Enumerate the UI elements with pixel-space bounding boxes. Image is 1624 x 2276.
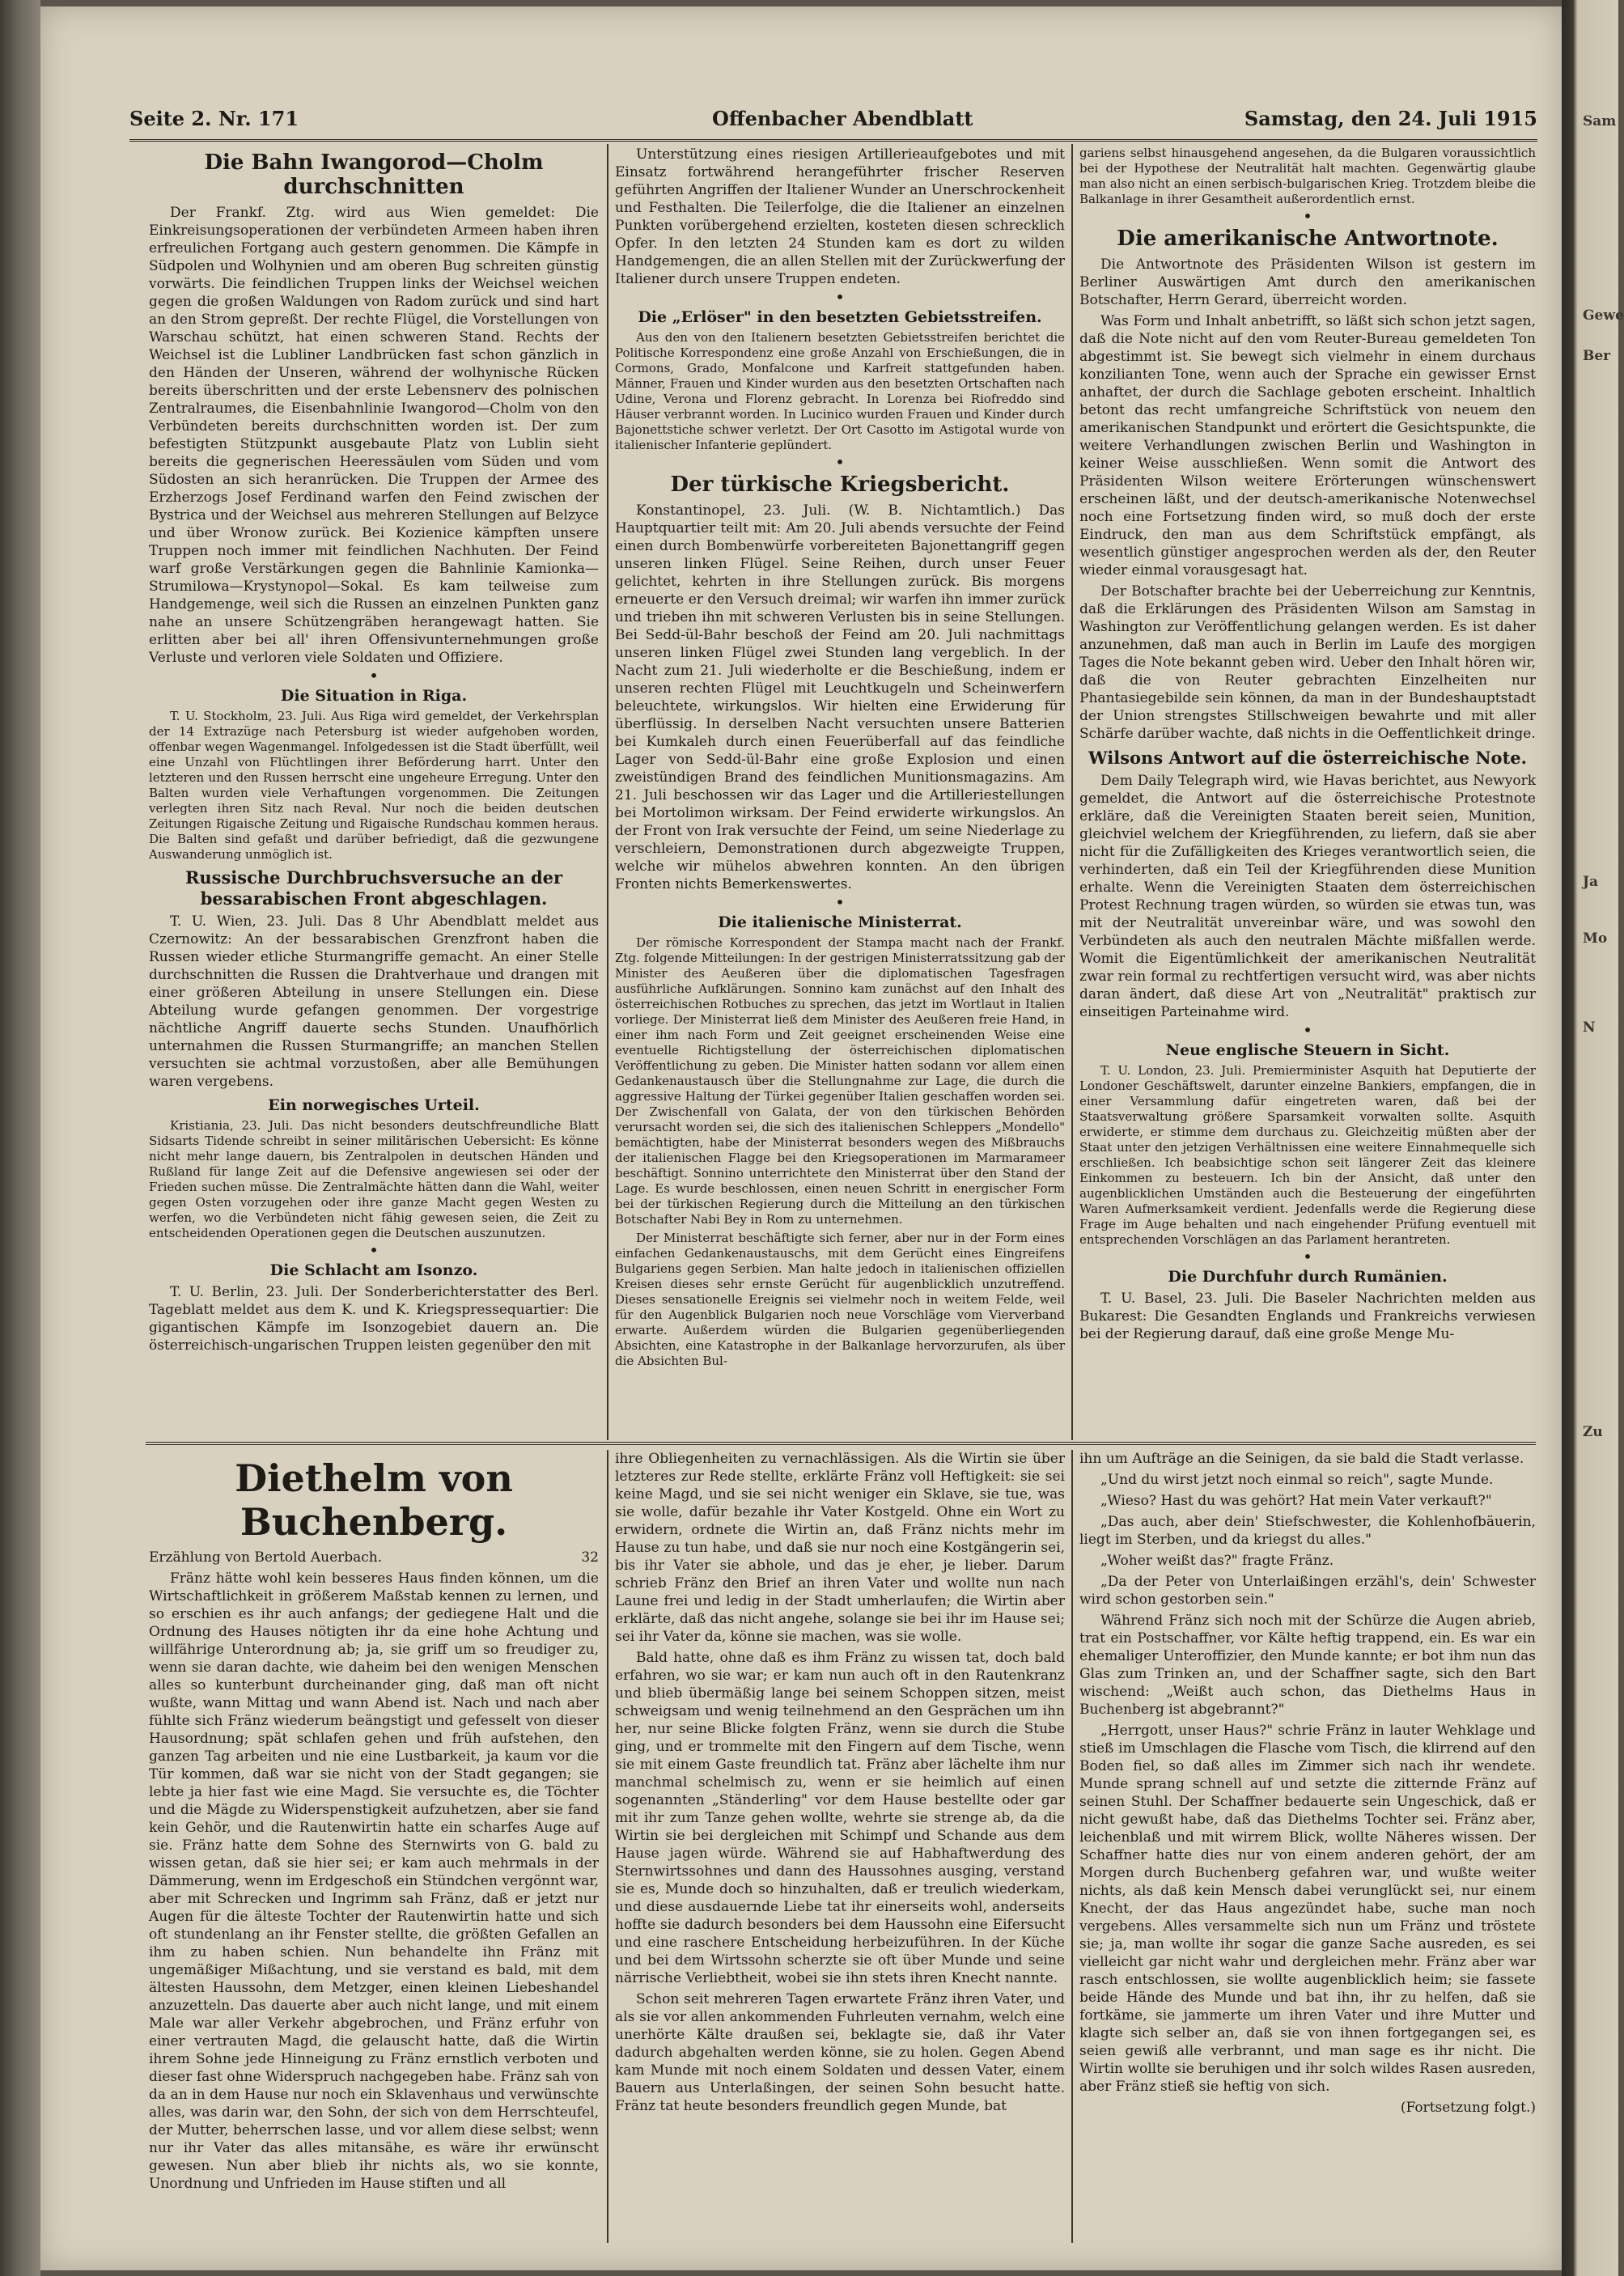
column-1 <box>149 146 599 1439</box>
headline-riga: Die Situation in Riga. <box>280 687 468 705</box>
story-text: Bald hatte, ohne daß es ihm Fränz zu wissen tat, doch bald erfahren, wo sie war; er kam nun auch oft in den Rautenkranz und blieb übermäßig lange bei seinem Schoppen sitzen, meist schweigsam und wenig teilnehmend an den Gesprächen um ihn her, nur seine Blicke folgten Fränz, wenn sie durch die Stube ging, und er trommelte mit den Fingern auf dem Tische, wenn sie mit einem Gaste freundlich tat. Fränz aber lächelte ihm nur manchmal schelmisch zu, wenn er sie heimlich auf einen sogenannten „Ständerling" vor dem Hause bestellte oder gar mit ihr zum Tanze gehen wollte, wehrte sie strenge ab, da die Wirtin sie bei dergleichen mit Schimpf und Schande aus dem Hause jagen würde. Während sie auf Habhaftwerdung des Sternwirtssohnes und dann des Haussohnes ausging, verstand sie es, Munde doch so hinzuhalten, daß er treulich wiederkam, und diese ausdauernde Liebe tat ihr einerseits wohl, anderseits hoffte sie dadurch besonders bei dem Haussohn eine Eifersucht und eine raschere Entscheidung herbeizuführen. In der Küche und bei dem Wirtssohn scherzte sie oft über Munde und seine närrische Verliebtheit, wobei sie ihn stets ihren Knecht nannte. <box>615 1650 1065 1986</box>
article-text: Kristiania, 23. Juli. Das nicht besonders deutschfreundliche Blatt Sidsarts Tidende schreibt in seiner militärischen Uebersicht: Es könne nicht mehr lange dauern, bis Zentralpolen in deutschen Händen und Rußland für lange Zeit auf die Defensive angewiesen sei oder der Frieden suchen müsse. Die Zentralmächte hätten dann die Wahl, weiter gegen Osten vorzugehen oder ihre ganze Macht gegen Westen zu werfen, wo die Verbündeten nicht fähig gewesen seien, die Zeit zu entscheidenden Operationen gegen die Deutschen auszunutzen. <box>149 1118 599 1240</box>
story-text: Fränz hätte wohl kein besseres Haus finden können, um die Wirtschaftlichkeit in größerem Maßstab kennen zu lernen, und so erschien es ihr auch anfangs; der gediegene Halt und die Ordnung des Hauses nötigten ihr da eine hohe Achtung und willfährige Unterordnung ab; ja, sie griff um so freudiger zu, wenn sie daran dachte, wie daheim bei den wenigen Menschen alles so kunterbunt durcheinander ging, daß man oft nicht wußte, wann Mittag und wann Abend ist. Nach und nach aber fühlte sich Fränz wiederum beängstigt und gefesselt von dieser Hausordnung; spät schlafen gehen und früh aufstehen, den ganzen Tag arbeiten und nie eine Lustbarkeit, ja kaum vor die Tür kommen, daß war sie nicht von der Stadt gegangen; sie lebte ja hier fast wie eine Magd. Sie versuchte es, die Töchter und die Mägde zu Widerspenstigkeit aufzuhetzen, aber sie fand kein Gehör, und die Rautenwirtin hatte ein scharfes Auge auf sie. Fränz hatte dem Sohne des Sternwirts von G. bald zu wissen getan, daß sie hier sei; er kam auch mehrmals in der Dämmerung, wenn im Erdgeschoß ein Stündchen vergönnt war, aber mit Schrecken und Ingrimm sah Fränz, daß er jetzt nur Augen für die älteste Tochter der Rautenwirtin hatte und sich oft stundenlang an ihr Fenster stellte, die größten Gefallen an ihm zu haben schien. Nun behandelte ihn Fränz mit ungemäßiger Mißachtung, und sie verstand es bald, mit dem ältesten Haussohn, dem Metzger, einen kleinen Liebeshandel anzuzetteln. Das dauerte aber auch nicht lange, und mit einem Male war aller Verkehr abgebrochen, und Fränz erfuhr von einer vertrauten Magd, die gelauscht hatte, daß die Wirtin ihrem Sohne jede Hinneigung zu Fränz ernstlich verboten und dieser fast ohne Widerspruch nachgegeben habe. Fränz sah von da an in dem Hause nur noch ein Sklavenhaus und verwünschte alles, was darin war, den Sohn, der sich von dem Herrschteufel, der Mutter, beherrschen lasse, und vor allem diese selbst; wenn nur ihr Vater das alles mitansähe, es wäre ihr erwünscht gewesen. Nun aber blieb ihr nichts als, wo sie konnte, Unordnung und Unfrieden im Hause stiften und all <box>149 1570 599 2192</box>
headline-wilson-answer: Wilsons Antwort auf die österreichische Note. <box>1088 748 1527 768</box>
separator-dot: • <box>369 1240 379 1260</box>
article-text: T. U. Basel, 23. Juli. Die Baseler Nachrichten melden aus Bukarest: Die Gesandten Englands und Frankreichs verwiesen bei der Regierung darauf, daß eine große Menge Mu- <box>1079 1291 1536 1342</box>
article-text: Die Antwortnote des Präsidenten Wilson ist gestern im Berliner Auswärtigen Amt durch den amerikanischen Botschafter, Herrn Gerard, überreicht worden. <box>1079 256 1536 308</box>
feuilleton-column-3 <box>1079 1450 1536 2243</box>
feuilleton-byline <box>149 1549 599 1566</box>
article-text: T. U. Stockholm, 23. Juli. Aus Riga wird gemeldet, der Verkehrsplan der 14 Extrazüge nach Petersburg ist wieder aufgehoben worden, offenbar wegen Wagenmangel. Infolgedessen ist die Stadt überfüllt, weil eine Unzahl von Flüchtlingen ihrer Beförderung harrt. Unter den letzteren und den Russen herrscht eine ungeheure Erregung. Unter den Balten wurden viele Verhaftungen vorgenommen. Die Zeitungen verlegten ihren Sitz nach Reval. Nur noch die beiden deutschen Zeitungen Rigaische Zeitung und Rigaische Rundschau kommen heraus. Die Balten sind gefaßt und darüber befriedigt, daß die gezwungene Auswanderung unmöglich ist. <box>149 709 599 862</box>
column-2 <box>615 146 1065 1439</box>
article-text: Dem Daily Telegraph wird, wie Havas berichtet, aus Newyork gemeldet, die Antwort auf die österreichische Protestnote erkläre, daß die Vereinigten Staaten bereit seien, Munition, gleichviel welchem der Kriegführenden, zu liefern, daß sie aber nicht für die Zufälligkeiten des Krieges verantwortlich seien, die verhinderten, daß ein Teil der Kriegführenden diese Munition erhalte. Wenn die Vereinigten Staaten dem österreichischen Protest Rechnung tragen würden, so würden sie etwas tun, was mit der Neutralität unvereinbar wäre, und was sowohl den Verbündeten als auch den neutralen Mächte mißfallen werde. Womit die Eigentümlichkeit der amerikanischen Neutralität zwar rein formal zu rechtfertigen versucht wird, was aber nichts daran ändert, daß diese Art von „Neutralität" praktisch zur einseitigen Parteinahme wird. <box>1079 773 1536 1020</box>
headline-turkish-report: Der türkische Kriegsbericht. <box>670 473 1010 497</box>
separator-dot: • <box>835 892 845 912</box>
feuilleton-author: Erzählung von Bertold Auerbach. <box>149 1549 383 1566</box>
edge-fragment: Zu <box>1583 1424 1603 1440</box>
story-text: „Herrgott, unser Haus?" schrie Fränz in lauter Wehklage und stieß im Umschlagen die Flasche vom Tisch, die klirrend auf den Boden fiel, so daß alles im Zimmer sich nach ihr wendete. Munde sprang schnell auf und setzte die zitternde Fränz auf seinen Stuhl. Der Schaffner bedauerte sein Ungeschick, daß er nicht gewußt habe, daß das Diethelms Tochter sei. Fränz aber, leichenblaß und mit wirrem Blick, wollte Näheres wissen. Der Schaffner hatte dies nur von einem anderen gehört, der am Morgen durch Buchenberg gefahren war, und wußte weiter nichts, als daß kein Mensch dabei verunglückt sei, nur einem Knecht, der das Haus angezündet habe, suche man noch vergebens. Alles versammelte sich nun um Fränz und tröstete sie; ja, man wollte ihr sogar die ganze Sache ausreden, es sei vielleicht gar nicht wahr und dergleichen mehr. Fränz aber war rasch entschlossen, sie wollte augenblicklich heim; sie fassete beide Hände des Munde und bat ihn, ihr zu helfen, daß sie fortkäme, sie jammerte um ihren Vater und ihre Mutter und klagte sich selber an, daß sie von ihnen fortgegangen sei, es seien gewiß alle verbrannt, und man sage es ihr nicht. Die Wirtin wollte sie beruhigen und ihr solch wildes Rasen ausreden, aber Fränz stieß sie heftig von sich. <box>1079 1723 1536 2095</box>
article-text: T. U. Wien, 23. Juli. Das 8 Uhr Abendblatt meldet aus Czernowitz: An der bessarabischen Grenzfront haben die Russen wieder etliche Sturmangriffe gemacht. An einer Stelle durchschnitten die Russen die Drahtverhaue und drangen mit einer größeren Abteilung in unsere Stellungen ein. Diese Abteilung wurde gefangen genommen. Der vorgestrige nächtliche Angriff dauerte sechs Stunden. Unaufhörlich unternahmen die Russen Sturmangriffe; an manchen Stellen versuchten sie achtmal vorzustoßen, aber alle Bemühungen waren vergebens. <box>149 913 599 1090</box>
headline-english-taxes: Neue englische Steuern in Sicht. <box>1165 1041 1450 1059</box>
headline-italian-council: Die italienische Ministerrat. <box>718 913 962 931</box>
headline-erloeser: Die „Erlöser" in den besetzten Gebietsstreifen. <box>638 308 1042 326</box>
article-text: Was Form und Inhalt anbetrifft, so läßt sich schon jetzt sagen, daß die Note nicht auf den vom Reuter-Bureau gemeldeten Ton abgestimmt ist. Sie bewegt sich vielmehr in einem durchaus konzilianten Tone, wenn auch der Sprache ein gewisser Ernst anhaftet, der durch die Sachlage geboten erscheint. Inhaltlich betont das recht umfangreiche Schriftstück von neuem den amerikanischen Standpunkt und erörtert die Gesichtspunkte, die weitere Verhandlungen zwischen Berlin und Washington in keiner Weise ausschließen. Wenn somit die Antwort des Präsidenten Wilson weitere Erörterungen wünschenswert erscheinen läßt, und der deutsch-amerikanische Notenwechsel noch eine Fortsetzung finden wird, so muß doch der erste Eindruck, den man aus dem Schriftstück empfängt, als wesentlich günstiger angesprochen werden als der, den Reuter wieder einmal vorausgesagt hat. <box>1079 313 1536 579</box>
edge-fragment: Ja <box>1583 874 1599 890</box>
article-text: Der Ministerrat beschäftigte sich ferner, aber nur in der Form eines einfachen Gedankenaustauschs, mit dem Gerücht eines Eingreifens Bulgariens gegen Serbien. Man halte jedoch in italienischen offiziellen Kreisen dieses sehr ernste Gerücht für augenblicklich unzutreffend. Dieses sensationelle Ereignis sei vielmehr noch in weitem Felde, weil für den Augenblick Bulgarien noch neue Vorschläge vom Vierverband erwarte. Außerdem würden die Bulgarien gegenüberliegenden Absichten, eine Katastrophe in der Balkanlage hervorzurufen, als über die Absichten Bul- <box>615 1231 1065 1368</box>
book-binding <box>0 0 40 2276</box>
story-text: Während Fränz sich noch mit der Schürze die Augen abrieb, trat ein Postschaffner, vor Kälte heftig trappend, ein. Es war ein ehemaliger Unteroffizier, den Munde kannte; er bot ihm nun das Glas zum Trinken an, und der Schaffner sagte, sich den Bart wischend: „Weißt auch schon, das Diethelms Haus in Buchenberg ist abgebrannt?" <box>1079 1613 1536 1718</box>
story-text: ihre Obliegenheiten zu vernachlässigen. Als die Wirtin sie über letzteres zur Rede stellte, erklärte Fränz voll Heftigkeit: sie sei keine Magd, und sie sei nicht weniger ein Sklave, sie tue, was sie wolle, dafür bezahle ihr Vater Kostgeld. Ohne ein Wort zu erwidern, ordnete die Wirtin an, daß Fränz nichts mehr im Hause zu tun habe, und daß sie nur noch eine Kostgängerin sei, bis ihr Vater sie abhole, und das je eher, je lieber. Darum schrieb Fränz den Brief an ihren Vater und wollte nun nach Laune frei und ledig in der Stadt umherlaufen; die Wirtin aber erklärte, daß das nicht angehe, solange sie bei ihr im Hause sei; sei ihr Vater da, könne sie machen, was sie wolle. <box>615 1451 1065 1645</box>
headline-iwangorod: Die Bahn Iwangorod—Cholm durchschnitten <box>204 150 544 199</box>
article-text: Aus den von den Italienern besetzten Gebietsstreifen berichtet die Politische Korrespondenz eine große Anzahl von Erschießungen, die in Cormons, Grado, Monfalcone und Karfreit stattgefunden haben. Männer, Frauen und Kinder wurden aus den besetzten Ortschaften nach Udine, Verona und Florenz gebracht. In Lorenza bei Riofreddo sind Häuser verbrannt worden. In Lucinico wurden Frauen und Kinder durch Bajonettstiche schwer verletzt. Der Ort Casotto im Astigotal wurde von italienischer Infanterie geplündert. <box>615 330 1065 452</box>
article-text: T. U. London, 23. Juli. Premierminister Asquith hat Deputierte der Londoner Geschäftswelt, darunter einzelne Bankiers, empfangen, die in einer Versammlung dafür eingetreten waren, daß bei der Staatsverwaltung größere Sparsamkeit vorwalten sollte. Asquith erwiderte, er stimme dem durchaus zu. Gleichzeitig müßten aber der Staat unter den jetzigen Verhältnissen eine weitere Einnahmequelle sich erschließen. Ich beabsichtige schon seit längerer Zeit das kleinere Einkommen zu besteuern. Ich bin der Ansicht, daß unter den augenblicklichen Umständen auch die Besteuerung der eingeführten Waren Aufmerksamkeit verdient. Jedenfalls werde die Regierung diese Frage im Auge behalten und nach eingehender Prüfung eventuell mit entsprechenden Vorschlägen an das Parlament herantreten. <box>1079 1063 1536 1247</box>
feuilleton-title: Diethelm von Buchenberg. <box>235 1456 513 1544</box>
edge-fragment: Sam <box>1583 113 1617 129</box>
column-3 <box>1079 146 1536 1439</box>
continuation-note: (Fortsetzung folgt.) <box>1400 2100 1536 2116</box>
feuilleton-column-2 <box>615 1450 1065 2243</box>
feuilleton-column-1 <box>149 1450 599 2243</box>
story-text: „Da der Peter von Unterlaißingen erzähl's, dein' Schwester wird schon gestorben sein." <box>1079 1574 1536 1608</box>
column-rule <box>607 144 608 1440</box>
column-rule <box>1071 144 1073 1440</box>
separator-dot: • <box>835 287 845 307</box>
article-text: gariens selbst hinausgehend angesehen, da die Bulgaren voraussichtlich bei der Hypothese der Neutralität halt machten. Gegenwärtig glaube man also nicht an einen serbisch-bulgarischen Krieg. Trotzdem bleibe die Balkanlage in ihrer Gesamtheit außerordentlich ernst. <box>1079 146 1536 206</box>
story-text: ihn um Aufträge an die Seinigen, da sie bald die Stadt verlasse. <box>1079 1451 1524 1467</box>
edge-fragment: N <box>1583 1019 1596 1036</box>
separator-dot: • <box>1303 1020 1312 1040</box>
article-text: Konstantinopel, 23. Juli. (W. B. Nichtamtlich.) Das Hauptquartier teilt mit: Am 20. Juli abends versuchte der Feind einen durch Bombenwürfe vorbereiteten Bajonettangriff gegen unseren linken Flügel. Seine Reihen, durch unser Feuer gelichtet, kehrten in ihre Stellungen zurück. Bis morgens erneuerte er den Versuch dreimal; wir warfen ihn immer zurück und trieben ihn mit schweren Verlusten bis in seine Stellungen. Bei Sedd-ül-Bahr beschoß der Feind am 20. Juli nachmittags unseren linken Flügel zwei Stunden lang vergeblich. In der Nacht zum 21. Juli wiederholte er die Beschießung, indem er unseren rechten Flügel mit Leuchtkugeln und Scheinwerfern beleuchtete, wirkungslos. Wir hielten eine Erwiderung für überflüssig. In derselben Nacht versuchten unsere Batterien bei Kumkaleh durch einen Feuerüberfall auf das feindliche Lager von Sedd-ül-Bahr eine große Explosion und einen zweistündigen Brand des feindlichen Munitionsmagazins. Am 21. Juli beschossen wir das Lager und die Artilleriestellungen bei Mortolimon wirksam. Der Feind erwiderte wirkungslos. An der Front von Irak versuchte der Feind, um seine Niederlage zu verschleiern, Demonstrationen durch abgezweigte Truppen, welche wir mühelos abwehren konnten. An den übrigen Fronten nichts Bemerkenswertes. <box>615 502 1065 892</box>
column-rule <box>607 1450 608 2243</box>
separator-dot: • <box>369 666 379 685</box>
edge-fragment: Gewe <box>1583 307 1624 324</box>
separator-dot: • <box>835 452 845 472</box>
story-text: Schon seit mehreren Tagen erwartete Fränz ihren Vater, und als sie vor allen ankommenden Fuhrleuten vernahm, welch eine unerhörte Kälte draußen sei, beklagte sie, daß ihr Vater dadurch abgehalten werden könne, sie zu holen. Gegen Abend kam Munde mit noch einem Soldaten und dessen Vater, einem Bauern aus Unterlaßingen, der seinen Sohn besucht hatte. Fränz tat heute besonders freundlich gegen Munde, bat <box>615 1991 1065 2114</box>
article-text: Der Frankf. Ztg. wird aus Wien gemeldet: Die Einkreisungsoperationen der verbündeten Armeen haben ihren erfreulichen Fortgang auch gestern genommen. Die Kämpfe in Südpolen und Wolhynien und am oberen Bug schreiten günstig vorwärts. Die feindlichen Truppen links der Weichsel weichen gegen die großen Waldungen von Radom zurück und sind hart an den Strom gepreßt. Der rechte Flügel, die Vorstellungen von Warschau schützt, hat einen schweren Stand. Rechts der Weichsel ist die Lubliner Landbrücken fast schon gänzlich in den Händen der Unseren, während der wolhynische Rücken bereits überschritten und der erste Lebensnerv des polnischen Zentralraumes, die Eisenbahnlinie Iwangorod—Cholm von den Verbündeten bereits durchschnitten worden ist. Der zum befestigten Stützpunkt ausgebaute Platz von Lublin sieht bereits die gegnerischen Heeressäulen vom Süden und vom Südosten an sich heranrücken. Die Truppen der Armee des Erzherzogs Josef Ferdinand warfen den Feind zwischen der Bystrica und der Weichsel aus mehreren Stellungen auf Belzyce und über Wronow zurück. Bei Kozienice kämpften unsere Truppen noch immer mit feindlichen Nachhuten. Der Feind warf große Verstärkungen gegen die Bahnlinie Kamionka—Strumilowa—Krystynopol—Sokal. Es kam teilweise zum Handgemenge, weil sich die Russen an einzelnen Punkten ganz nahe an unsere Schützengräben herangewagt hatten. Sie erlitten aber bei all' ihren Offensivunternehmungen große Verluste und verloren viele Soldaten und Offiziere. <box>149 205 599 666</box>
newspaper-title: Offenbacher Abendblatt <box>712 107 973 130</box>
headline-american-note: Die amerikanische Antwortnote. <box>1117 227 1499 251</box>
story-text: „Wieso? Hast du was gehört? Hat mein Vater verkauft?" <box>1100 1493 1492 1509</box>
separator-dot: • <box>1303 1247 1312 1266</box>
page-header <box>129 107 1537 142</box>
column-rule <box>1071 1450 1073 2243</box>
headline-bessarabia: Russische Durchbruchsversuche an der bessarabischen Front abgeschlagen. <box>184 867 563 909</box>
issue-date: Samstag, den 24. Juli 1915 <box>1244 107 1537 130</box>
story-text: „Woher weißt das?" fragte Fränz. <box>1100 1553 1334 1569</box>
headline-norway: Ein norwegisches Urteil. <box>268 1096 480 1114</box>
page-number: Seite 2. Nr. 171 <box>129 107 299 130</box>
installment-number: 32 <box>581 1549 599 1566</box>
edge-fragment: Ber <box>1583 348 1611 364</box>
feuilleton-separator <box>146 1442 1536 1445</box>
headline-romania-transit: Die Durchfuhr durch Rumänien. <box>1168 1268 1448 1286</box>
article-text: Unterstützung eines riesigen Artillerieaufgebotes und mit Einsatz fortwährend herangeführter frischer Reserven geführten Angriffen der Italiener Wunder an Unerschrockenheit und Festhalten. Die Teilerfolge, die die Italiener an einzelnen Punkten vorübergehend erzielten, kosteten diesen schrecklich Opfer. In den letzten 24 Stunden kam es dort zu wilden Handgemengen, die an allen Stellen mit der Zurückwerfung der Italiener durch unsere Truppen endeten. <box>615 146 1065 287</box>
edge-fragment: Mo <box>1583 930 1608 947</box>
next-page-edge <box>1562 0 1624 2276</box>
article-text: T. U. Berlin, 23. Juli. Der Sonderberichterstatter des Berl. Tageblatt meldet aus dem K. und K. Kriegspressequartier: Die gigantischen Kämpfe im Isonzogebiet dauern an. Die österreichisch-ungarischen Truppen leisten gegenüber den mit <box>149 1284 599 1354</box>
story-text: „Und du wirst jetzt noch einmal so reich", sagte Munde. <box>1100 1472 1494 1488</box>
story-text: „Das auch, aber dein' Stiefschwester, die Kohlenhofbäuerin, liegt im Sterben, und da kriegst du alles." <box>1079 1514 1536 1548</box>
headline-isonzo: Die Schlacht am Isonzo. <box>269 1261 478 1279</box>
article-text: Der Botschafter brachte bei der Ueberreichung zur Kenntnis, daß die Erklärungen des Präsidenten Wilson am Samstag in Washington zur Veröffentlichung gelangen werden. Es ist daher anzunehmen, daß man auch in Berlin im Laufe des morgigen Tages die Note bekannt geben wird. Ueber den Inhalt hören wir, daß die von Reuter gebrachten Einzelheiten nur Phantasiegebilde sein können, da man in der Bundeshauptstadt der Union strengstes Stillschweigen bewahrte und mit aller Schärfe darüber wachte, daß nichts in die Oeffentlichkeit dringe. <box>1079 583 1536 742</box>
separator-dot: • <box>1303 206 1312 226</box>
article-text: Der römische Korrespondent der Stampa macht nach der Frankf. Ztg. folgende Mitteilungen: In der gestrigen Ministerratssitzung gab der Minister des Aeußeren über die diplomatischen Tagesfragen ausführliche Aufklärungen. Sonnino kam zunächst auf den Inhalt des österreichischen Rotbuches zu sprechen, das jetzt im Wortlaut in Italien vorliege. Der Ministerrat ließ dem Minister des Aeußeren freie Hand, in einer ihm nach Form und Zeit geeignet erscheinenden Weise eine eventuelle Richtigstellung der österreichischen diplomatischen Veröffentlichung zu geben. Die Minister hatten sodann vor allem einen Gedankenaustausch über die Stellungnahme zur Lage, die durch die aggressive Haltung der Türkei gegenüber Italien geschaffen worden sei. Der Zwischenfall von Galata, der von den türkischen Behörden verursacht worden sei, die sich des italienischen Schleppers „Mondello" bemächtigten, habe der Ministerrat besonders wegen des Mißbrauchs der italienischen Flagge bei den Kriegsoperationen im Marmarameer beschäftigt. Sonnino unterrichtete den Ministerrat über den Stand der Lage. Es wurde beschlossen, einen neuen Schritt in energischer Form bei der türkischen Regierung durch die Mitteilung an den türkischen Botschafter Nabi Bey in Rom zu unternehmen. <box>615 935 1065 1227</box>
